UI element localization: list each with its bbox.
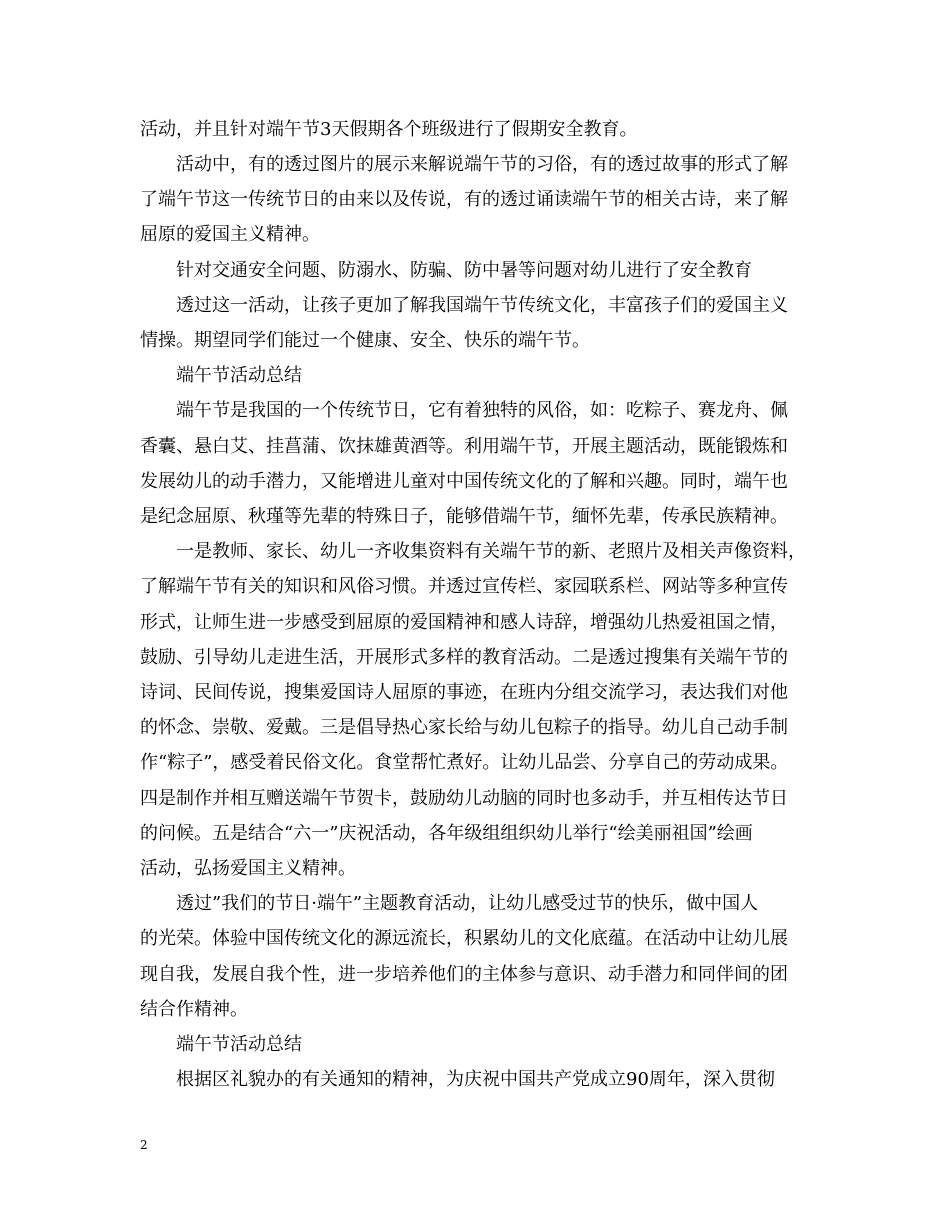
text-line: 屈原的爱国主义精神。 (140, 224, 320, 245)
text-line: 活动中，有的透过图片的展示来解说端午节的习俗，有的透过故事的形式了解 (176, 154, 788, 175)
text-line: 透过这一活动，让孩子更加了解我国端午节传统文化，丰富孩子们的爱国主义 (176, 295, 788, 316)
text-line: 情操。期望同学们能过一个健康、安全、快乐的端午节。 (140, 330, 590, 351)
page-number: 2 (140, 1138, 148, 1152)
text-line: 发展幼儿的动手潜力，又能增进儿童对中国传统文化的了解和兴趣。同时，端午也 (140, 471, 788, 492)
text-line: 针对交通安全问题、防溺水、防骗、防中暑等问题对幼儿进行了安全教育 (176, 260, 752, 281)
text-line: 现自我，发展自我个性，进一步培养他们的主体参与意识、动手潜力和同伴间的团 (140, 964, 788, 985)
text-line: 根据区礼貌办的有关通知的精神，为庆祝中国共产党成立90周年，深入贯彻 (176, 1069, 775, 1090)
text-line: 活动，弘扬爱国主义精神。 (140, 858, 356, 879)
text-line: 了端午节这一传统节日的由来以及传说，有的透过诵读端午节的相关古诗，来了解 (140, 189, 788, 210)
text-line: 的光荣。体验中国传统文化的源远流长，积累幼儿的文化底蕴。在活动中让幼儿展 (140, 928, 788, 949)
text-line: 香囊、悬白艾、挂菖蒲、饮抹雄黄酒等。利用端午节，开展主题活动，既能锻炼和 (140, 436, 788, 457)
text-line: 作“粽子”，感受着民俗文化。食堂帮忙煮好。让幼儿品尝、分享自己的劳动成果。 (140, 752, 789, 773)
text-line: 的怀念、崇敬、爱戴。三是倡导热心家长给与幼儿包粽子的指导。幼儿自己动手制 (140, 717, 788, 738)
text-line: 端午节是我国的一个传统节日，它有着独特的风俗，如：吃粽子、赛龙舟、佩 (176, 400, 788, 421)
text-line: 透过”我们的节日·端午”主题教育活动，让幼儿感受过节的快乐，做中国人 (176, 893, 759, 914)
text-line: 一是教师、家长、幼儿一齐收集资料有关端午节的新、老照片及相关声像资料， (176, 541, 806, 562)
section-heading: 端午节活动总结 (176, 365, 302, 386)
text-line: 形式，让师生进一步感受到屈原的爱国精神和感人诗辞，增强幼儿热爱祖国之情， (140, 612, 788, 633)
text-line: 活动，并且针对端午节3天假期各个班级进行了假期安全教育。 (140, 119, 638, 140)
text-line: 了解端午节有关的知识和风俗习惯。并透过宣传栏、家园联系栏、网站等多种宣传 (140, 576, 788, 597)
section-heading: 端午节活动总结 (176, 1034, 302, 1055)
text-line: 诗词、民间传说，搜集爱国诗人屈原的事迹，在班内分组交流学习，表达我们对他 (140, 682, 788, 703)
text-line: 结合作精神。 (140, 999, 248, 1020)
text-line: 的问候。五是结合“六一”庆祝活动，各年级组组织幼儿举行“绘美丽祖国”绘画 (140, 823, 753, 844)
text-line: 四是制作并相互赠送端午节贺卡，鼓励幼儿动脑的同时也多动手，并互相传达节日 (140, 788, 788, 809)
text-line: 是纪念屈原、秋瑾等先辈的特殊日子，能够借端午节，缅怀先辈，传承民族精神。 (140, 506, 788, 527)
text-line: 鼓励、引导幼儿走进生活，开展形式多样的教育活动。二是透过搜集有关端午节的 (140, 647, 788, 668)
